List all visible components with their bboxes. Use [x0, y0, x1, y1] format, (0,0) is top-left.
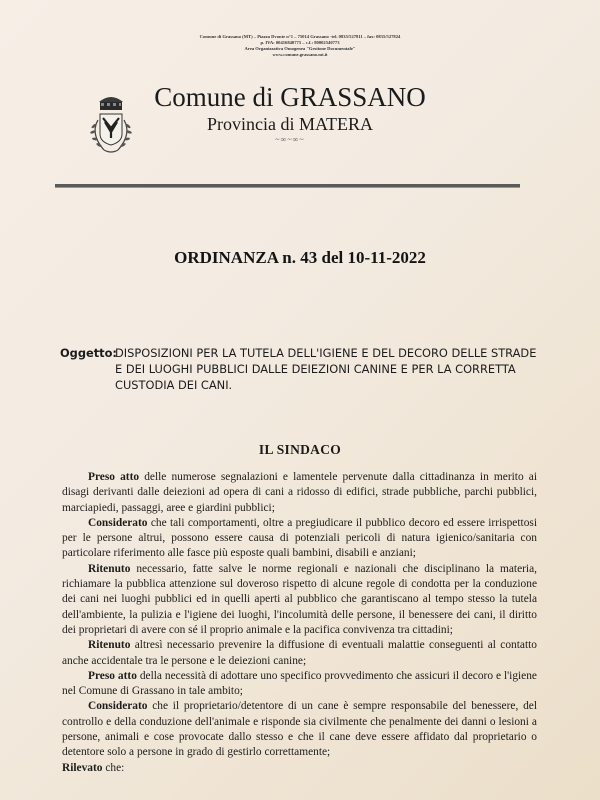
paragraph-ritenuto-2: [62, 638, 537, 669]
mayor-heading: IL SINDACO: [258, 442, 342, 457]
paragraph-lead: Considerato: [88, 516, 148, 529]
paragraph-considerato-1: [62, 516, 537, 562]
header-divider: [55, 184, 520, 188]
paragraph-text: necessario, fatte salve le norme regionali e nazionali che disciplinano la materia, richiamare la pubblica attenzione sul doveroso rispetto di alcune regole di condotta per la conduzione dei cani nei luoghi pubblici ed in quelli aperti al pubblico che garantiscano al tempo stesso la tutela dell'ambiente, la pulizia e l'igiene dei luoghi, l'incolumità delle persone, il benessere dei cani, il diritto dei proprietari di avere con sé il proprio animale e la pacifica convivenza tra cittadini;: [62, 562, 537, 636]
paragraph-lead: Preso atto: [88, 471, 140, 483]
paragraph-ritenuto-1: [62, 562, 537, 638]
paragraph-text: della necessità di adottare uno specifico provvedimento che assicuri il decoro e l'igiene nel Comune di Grassano in tale ambito;: [62, 669, 537, 698]
preamble-body: [62, 470, 537, 776]
paragraph-lead: Ritenuto: [88, 562, 131, 575]
paragraph-preso-atto-2: [62, 669, 537, 700]
paragraph-lead: Rilevato: [62, 761, 103, 774]
letterhead-address: Comune di Grassano (MT) – Piazza Dvonte n°1 – 75014 Grassano -tel. 0835/527811 – fax: 0835/527824: [199, 34, 401, 39]
paragraph-lead: Ritenuto: [88, 639, 131, 652]
paragraph-text: delle numerose segnalazioni e lamentele pervenute dalla cittadinanza in merito ai disagi derivanti dalle deiezioni ad opera di cani a ridosso di edifici, strade pubbliche, parchi pubblici, marciapiedi, passaggi, aree e giardini pubblici;: [62, 471, 537, 514]
municipality-name: Comune di GRASSANO: [154, 82, 426, 112]
paragraph-preso-atto-1: [62, 470, 537, 516]
letterhead-area: Area Organizzativa Omogenea "Gestione Documentale": [244, 46, 356, 51]
coat-of-arms-icon: [86, 92, 136, 158]
paragraph-lead: Considerato: [88, 700, 148, 713]
letterhead-website: www.comune.grassano.mt.it: [272, 52, 328, 57]
letterhead-tax-ids: p. IVA: 00416840775 – c.f.: 80002540773: [260, 40, 340, 45]
ordinance-title: ORDINANZA n. 43 del 10-11-2022: [174, 248, 426, 267]
letterhead: [150, 34, 450, 58]
subject-block: [60, 345, 540, 393]
municipality-header: [150, 82, 430, 145]
paragraph-text: che:: [102, 761, 125, 774]
subject-label: Oggetto:: [60, 346, 117, 360]
paragraph-considerato-2: [62, 699, 537, 760]
ornament-flourish: ~∞~∞~: [275, 135, 305, 144]
paragraph-text: che il proprietario/detentore di un cane è sempre responsabile del benessere, del controllo e della conduzione dell'animale e risponde sia civilmente che penalmente dei danni o lesioni a persone, animali e cose provocate dallo stesso e che il cane deve essere affidato dal proprietario o detentore solo a persone in grado di gestirlo correttamente;: [62, 700, 537, 759]
subject-text: DISPOSIZIONI PER LA TUTELA DELL'IGIENE E DEL DECORO DELLE STRADE E DEI LUOGHI PUBBLICI DALLE DEIEZIONI CANINE E PER LA CORRETTA CUSTODIA DEI CANI.: [115, 346, 537, 392]
paragraph-lead: Preso atto: [88, 669, 137, 682]
paragraph-text: altresì necessario prevenire la diffusione di eventuali malattie conseguenti al contatto anche accidentale tra le persone e le deiezioni canine;: [62, 639, 537, 667]
paragraph-rilevato: [62, 761, 537, 776]
paragraph-text: che tali comportamenti, oltre a pregiudicare il pubblico decoro ed essere irrispettosi per le persone altrui, possono essere causa di potenziali pericoli di natura igienico/sanitaria con particolare riferimento alle fasce più esposte quali bambini, disabili e anziani;: [62, 516, 537, 560]
province-name: Provincia di MATERA: [207, 114, 373, 134]
